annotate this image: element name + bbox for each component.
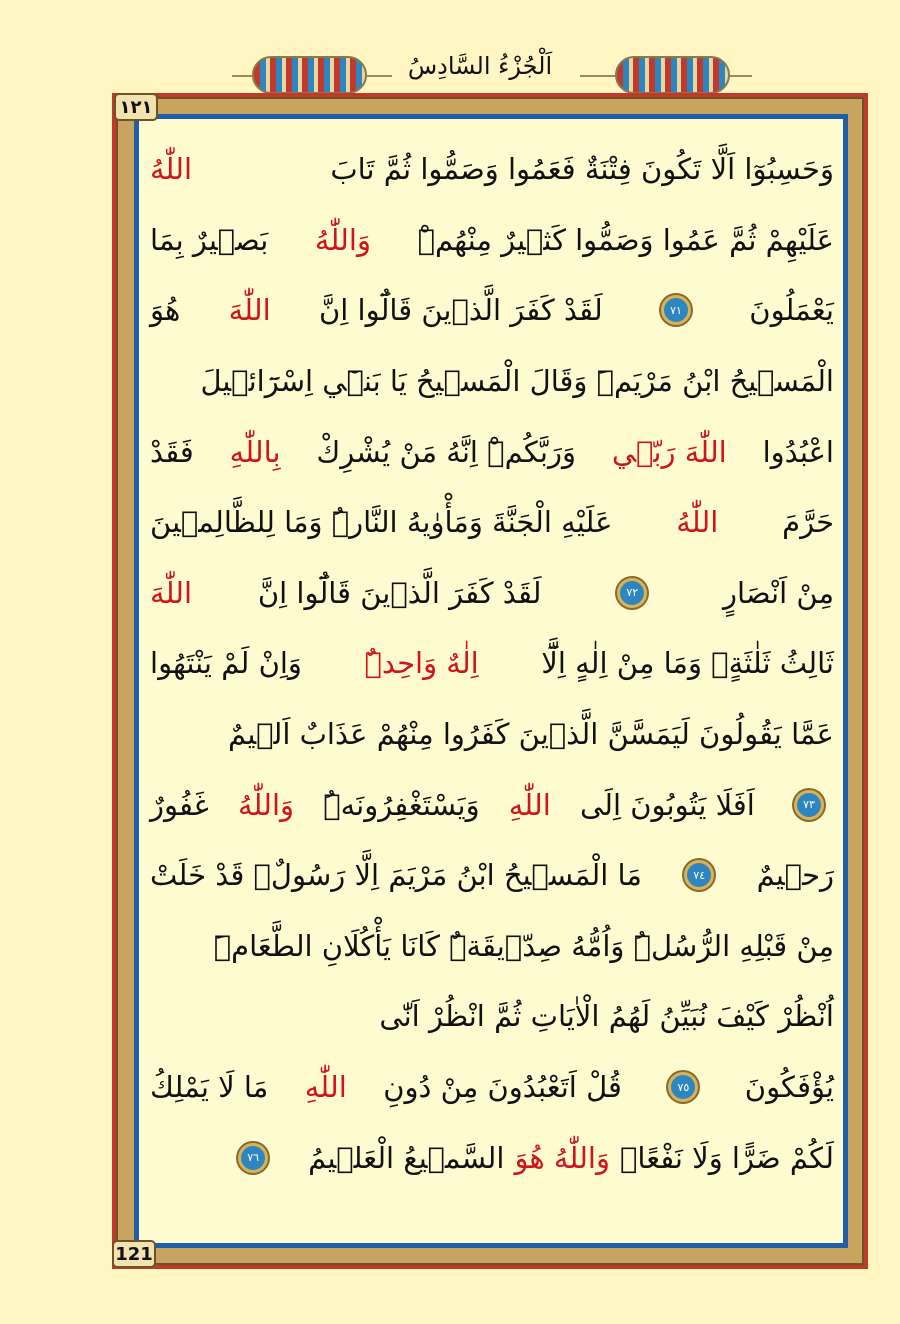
ayah-marker: ٧١ xyxy=(661,295,691,325)
verse-line-9 xyxy=(150,699,834,770)
verse-line-2 xyxy=(150,205,834,276)
divine-name: اللّٰهَ رَبّ۪ي xyxy=(611,434,727,469)
divine-name: اِلٰهٌ وَاحِدٌۜ xyxy=(364,646,479,681)
line-text: وَحَسِبُوٓا اَلَّا تَكُونَ فِتْنَةٌ فَعَمُوا وَصَمُّوا ثُمَّ تَابَ xyxy=(330,152,834,187)
verse-line-15 xyxy=(150,1122,834,1193)
line-text: وَيَسْتَغْفِرُونَهُۜ xyxy=(323,787,480,822)
line-text: مَا الْمَس۪يحُ ابْنُ مَرْيَمَ اِلَّا رَسُولٌۚ قَدْ خَلَتْ xyxy=(150,858,642,893)
divine-name: اللّٰهَ xyxy=(228,293,271,328)
divine-name: اللّٰهَ xyxy=(150,575,193,610)
divine-name: وَاللّٰهُ xyxy=(314,222,371,257)
line-text: هُوَ xyxy=(150,293,181,328)
line-text: غَفُورٌ xyxy=(150,787,209,822)
line-text: الْمَس۪يحُ ابْنُ مَرْيَمَۜ وَقَالَ الْمَس۪يحُ يَا بَن۪ٓي اِسْرَٓائ۪يلَ xyxy=(200,364,834,399)
verse-line-11 xyxy=(150,840,834,911)
line-text: يُؤْفَكُونَ xyxy=(744,1070,834,1105)
page-number-top: ١٢١ xyxy=(114,93,158,121)
verse-line-8 xyxy=(150,628,834,699)
divine-name: اللّٰهِ xyxy=(304,1070,347,1105)
verse-line-6 xyxy=(150,487,834,558)
juz-title: اَلْجُزْءُ السَّادِسُ xyxy=(407,52,553,80)
line-text: السَّم۪يعُ الْعَل۪يمُ xyxy=(308,1140,505,1175)
line-text: عَلَيْهِ الْجَنَّةَ وَمَأْوٰيهُ النَّارُۜ وَمَا لِلظَّالِم۪ينَ xyxy=(150,505,613,540)
line-text: عَمَّا يَقُولُونَ لَيَمَسَّنَّ الَّذ۪ينَ كَفَرُوا مِنْهُمْ عَذَابٌ اَل۪يمٌ xyxy=(228,717,834,752)
verse-line-10 xyxy=(150,769,834,840)
line-text: وَاِنْ لَمْ يَنْتَهُوا xyxy=(150,646,302,681)
line-text: مِنْ اَنْصَارٍ xyxy=(723,575,834,610)
line-text: اُنْظُرْ كَيْفَ نُبَيِّنُ لَهُمُ الْاٰيَاتِ ثُمَّ انْظُرْ اَنّٰى xyxy=(379,999,834,1034)
line-text: رَح۪يمٌ xyxy=(756,858,834,893)
line-text: يَعْمَلُونَ xyxy=(749,293,834,328)
header-ornament-right xyxy=(615,56,730,94)
ayah-marker: ٧٢ xyxy=(617,578,647,608)
line-text: ثَالِثُ ثَلٰثَةٍۢ وَمَا مِنْ اِلٰهٍ اِلَّٓا xyxy=(541,646,834,681)
line-text: وَرَبَّكُمْۜ اِنَّهُ مَنْ يُشْرِكْ xyxy=(316,434,576,469)
verse-line-13 xyxy=(150,981,834,1052)
verse-line-12 xyxy=(150,911,834,982)
verse-line-3 xyxy=(150,275,834,346)
verse-line-7 xyxy=(150,558,834,629)
line-text: عَلَيْهِمْ ثُمَّ عَمُوا وَصَمُّوا كَث۪يرٌ مِنْهُمْۜ xyxy=(417,222,834,257)
verse-line-5 xyxy=(150,416,834,487)
header-ornament-left xyxy=(252,56,367,94)
page-number-bottom: 121 xyxy=(112,1240,156,1268)
line-text: لَقَدْ كَفَرَ الَّذ۪ينَ قَالُٓوا اِنَّ xyxy=(257,575,542,610)
line-text: لَكُمْ ضَرًّا وَلَا نَفْعًاۜ xyxy=(619,1140,834,1175)
line-text: حَرَّمَ xyxy=(782,505,834,540)
divine-name: اللّٰهُ xyxy=(150,152,193,187)
ayah-marker: ٧٤ xyxy=(684,860,714,890)
line-text: قُلْ اَتَعْبُدُونَ مِنْ دُونِ xyxy=(383,1070,622,1105)
line-text: اَفَلَا يَتُوبُونَ اِلَى xyxy=(579,787,755,822)
line-text: بَص۪يرٌ بِمَا xyxy=(150,222,269,257)
ayah-marker: ٧٦ xyxy=(238,1143,268,1173)
divine-name: وَاللّٰهُ هُوَ xyxy=(514,1140,610,1175)
verse-line-4 xyxy=(150,346,834,417)
line-text: مَا لَا يَمْلِكُ xyxy=(150,1070,269,1105)
line-text: فَقَدْ xyxy=(150,434,194,469)
line-text: اعْبُدُوا xyxy=(762,434,834,469)
ayah-marker: ٧٣ xyxy=(794,790,824,820)
divine-name: وَاللّٰهُ xyxy=(238,787,295,822)
divine-name: بِاللّٰهِ xyxy=(229,434,281,469)
verse-line-14 xyxy=(150,1052,834,1123)
line-text: مِنْ قَبْلِهِ الرُّسُلُۜ وَاُمُّهُ صِدّ۪يقَةٌۜ كَانَا يَأْكُلَانِ الطَّعَامَۜ xyxy=(213,928,834,963)
divine-name: اللّٰهُ xyxy=(676,505,719,540)
ayah-marker: ٧٥ xyxy=(668,1072,698,1102)
divine-name: اللّٰهِ xyxy=(508,787,551,822)
line-text: لَقَدْ كَفَرَ الَّذ۪ينَ قَالُٓوا اِنَّ xyxy=(318,293,603,328)
verse-lines xyxy=(150,134,834,1193)
verse-line-1 xyxy=(150,134,834,205)
